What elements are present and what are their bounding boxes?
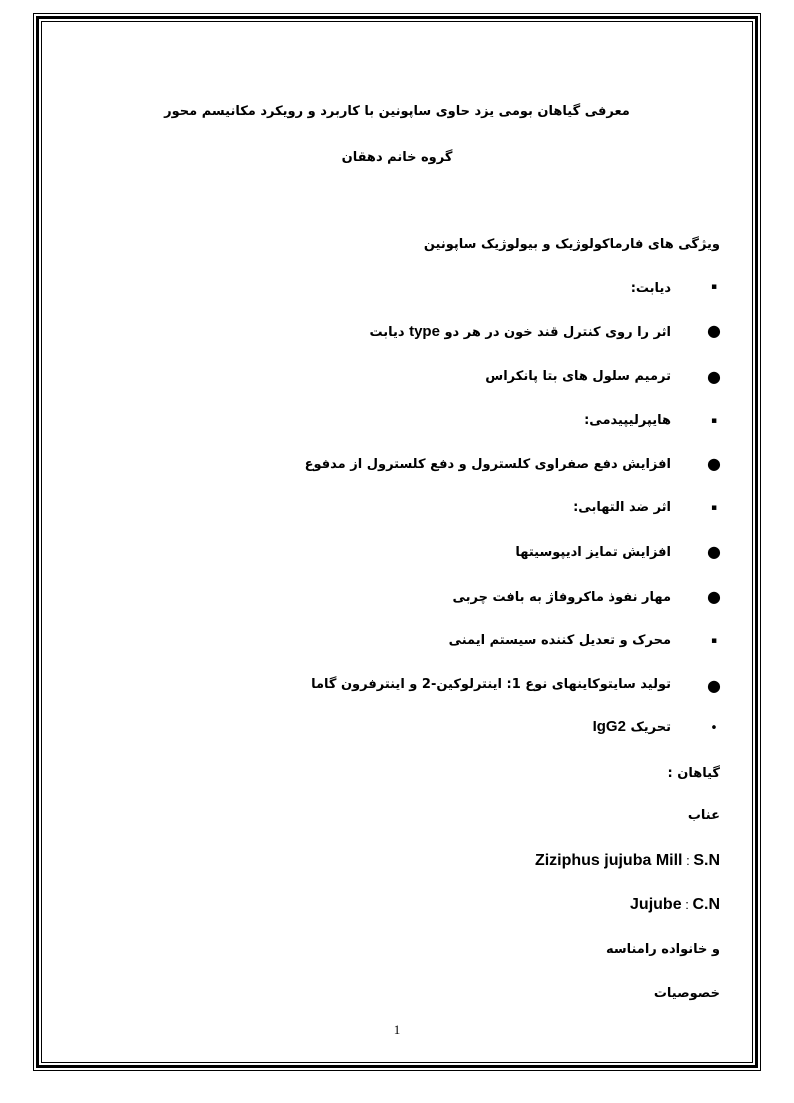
square-bullet-icon: ▪ xyxy=(710,282,718,292)
section-heading: ویژگی های فارماکولوژیک و بیولوژیک ساپونین xyxy=(423,237,720,252)
round-bullet-icon: ● xyxy=(707,676,721,695)
round-bullet-icon: ● xyxy=(707,587,721,606)
list-item-hyperlipidemia: هایپرلیپیدمی: xyxy=(584,413,671,428)
plants-label: گیاهان : xyxy=(667,766,720,781)
common-name-line: Jujube : C.N xyxy=(630,896,720,913)
round-bullet-icon: ● xyxy=(707,321,721,340)
features-heading: خصوصیات xyxy=(653,986,720,1001)
scientific-name-line: Ziziphus jujuba Mill : S.N xyxy=(534,852,720,869)
list-item-adipocyte: افزایش تمایز ادیپوسیتها xyxy=(515,545,671,560)
list-item-cytokines: تولید سایتوکاینهای نوع 1: اینترلوکین-2 و اینترفرون گاما xyxy=(311,677,671,692)
list-item-beta-cell: ترمیم سلول های بتا پانکراس xyxy=(485,369,671,384)
round-bullet-icon: ● xyxy=(707,454,721,473)
round-bullet-icon: ● xyxy=(707,542,721,561)
page-number: 1 xyxy=(393,1022,401,1037)
list-item-diabetes: دیابت: xyxy=(630,281,671,296)
list-item-anti-inflammatory: اثر ضد التهابی: xyxy=(573,500,671,515)
round-bullet-icon: ● xyxy=(707,367,721,386)
square-bullet-icon: ▪ xyxy=(710,416,718,426)
bullet-icon: • xyxy=(710,721,718,736)
list-item-glucose-control: اثر را روی کنترل قند خون در هر دو type دیابت xyxy=(369,323,671,340)
list-item-cholesterol: افزایش دفع صفراوی کلسترول و دفع کلسترول از مدفوع xyxy=(304,457,671,472)
list-item-igg2: تحریک IgG2 xyxy=(592,718,671,735)
document-title: معرفی گیاهان بومی یزد حاوی ساپونین با کاربرد و رویکرد مکانیسم محور xyxy=(164,104,630,119)
plant-name: عناب xyxy=(687,808,720,823)
square-bullet-icon: ▪ xyxy=(710,503,718,513)
list-item-macrophage: مهار نفوذ ماکروفاژ به بافت چربی xyxy=(452,590,671,605)
family-line: و خانواده رامناسه xyxy=(605,942,720,957)
square-bullet-icon: ▪ xyxy=(710,636,718,646)
group-name: گروه خانم دهقان xyxy=(341,150,453,165)
list-item-immune: محرک و تعدیل کننده سیستم ایمنی xyxy=(448,633,671,648)
